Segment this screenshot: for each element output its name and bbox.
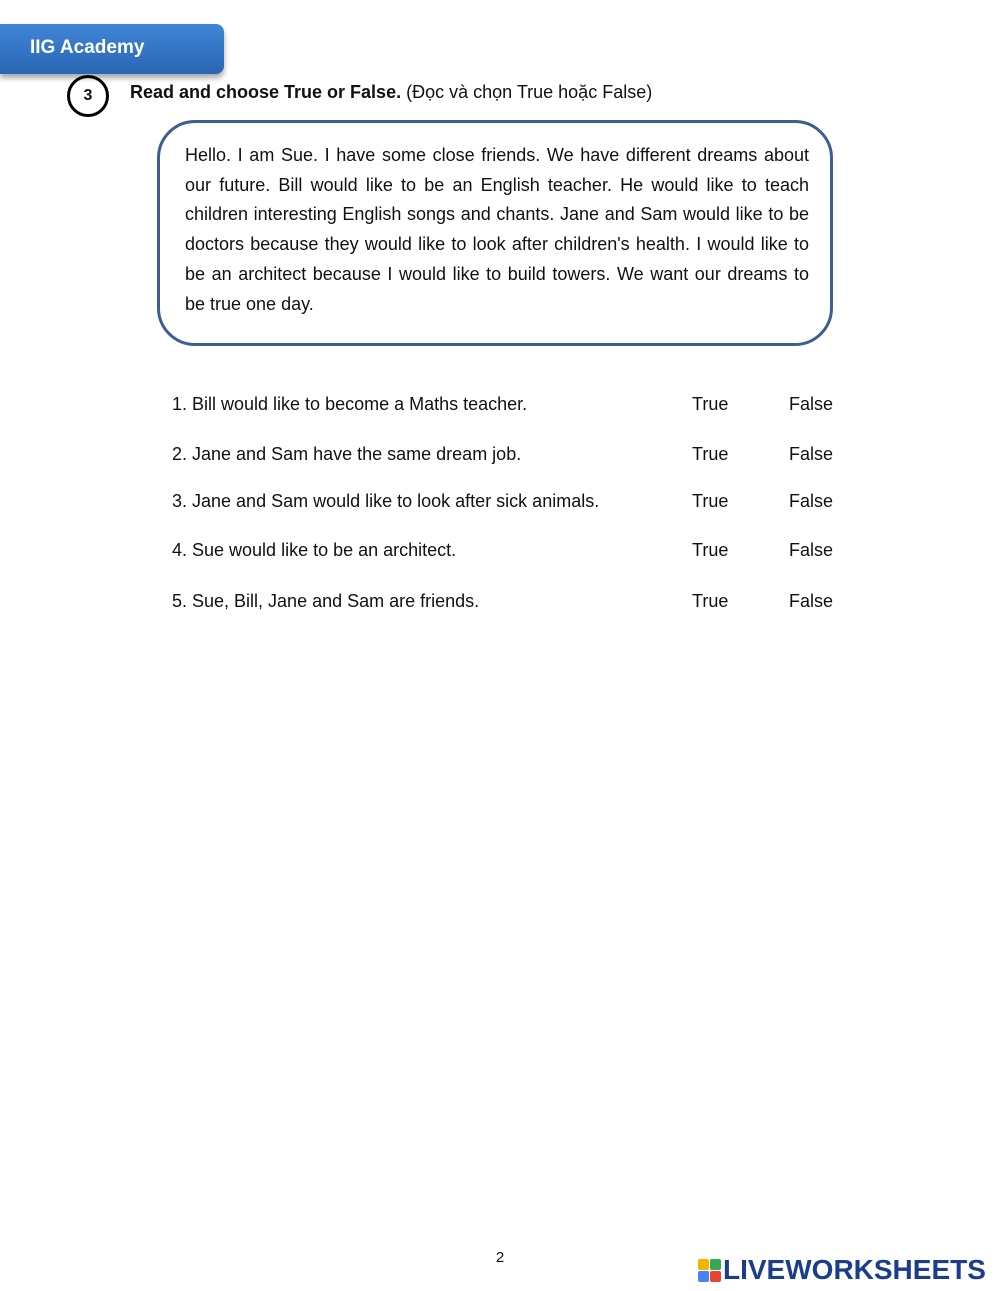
true-option[interactable]: True: [692, 591, 729, 611]
page-number: 2: [495, 1249, 505, 1266]
liveworksheets-logo-icon: [698, 1259, 721, 1282]
reading-passage-box: [157, 120, 833, 346]
question-text: 4. Sue would like to be an architect.: [172, 540, 457, 560]
question-text: 3. Jane and Sam would like to look after sick animals.: [172, 491, 600, 511]
false-option[interactable]: False: [789, 444, 834, 464]
true-option[interactable]: True: [692, 444, 729, 464]
instruction-note: (Đọc và chọn True hoặc False): [401, 82, 653, 102]
false-option[interactable]: False: [789, 491, 834, 511]
question-text: 2. Jane and Sam have the same dream job.: [172, 444, 522, 464]
false-option[interactable]: False: [789, 591, 834, 611]
brand-label: IIG Academy: [30, 37, 145, 58]
exercise-number: 3: [83, 87, 93, 104]
logo-square-icon: [698, 1271, 709, 1282]
exercise-instruction: [130, 82, 652, 103]
question-text: 1. Bill would like to become a Maths teacher.: [172, 394, 528, 414]
brand-tab: [0, 24, 224, 74]
true-option[interactable]: True: [692, 540, 729, 560]
true-option[interactable]: True: [692, 491, 729, 511]
instruction-bold: Read and choose True or False.: [130, 82, 402, 102]
question-row: [172, 491, 842, 519]
question-row: [172, 540, 842, 568]
logo-square-icon: [710, 1271, 721, 1282]
question-text: 5. Sue, Bill, Jane and Sam are friends.: [172, 591, 480, 611]
liveworksheets-logo-text: LIVEWORKSHEETS: [723, 1254, 986, 1285]
question-row: [172, 444, 842, 472]
false-option[interactable]: False: [789, 394, 834, 414]
logo-square-icon: [710, 1259, 721, 1270]
liveworksheets-logo: [698, 1254, 986, 1286]
question-row: [172, 591, 842, 619]
false-option[interactable]: False: [789, 540, 834, 560]
logo-square-icon: [698, 1259, 709, 1270]
exercise-number-badge: [67, 75, 109, 117]
reading-passage-text: Hello. I am Sue. I have some close friends. We have different dreams about our future. Bill would like to be an English teacher. He would like to teach children interesting English songs and chants. Jane and Sam would like to be doctors because they would like to look after children's health. I would like to be an architect because I would like to build towers. We want our dreams to be true one day.: [185, 145, 809, 314]
true-option[interactable]: True: [692, 394, 729, 414]
question-row: [172, 394, 842, 422]
